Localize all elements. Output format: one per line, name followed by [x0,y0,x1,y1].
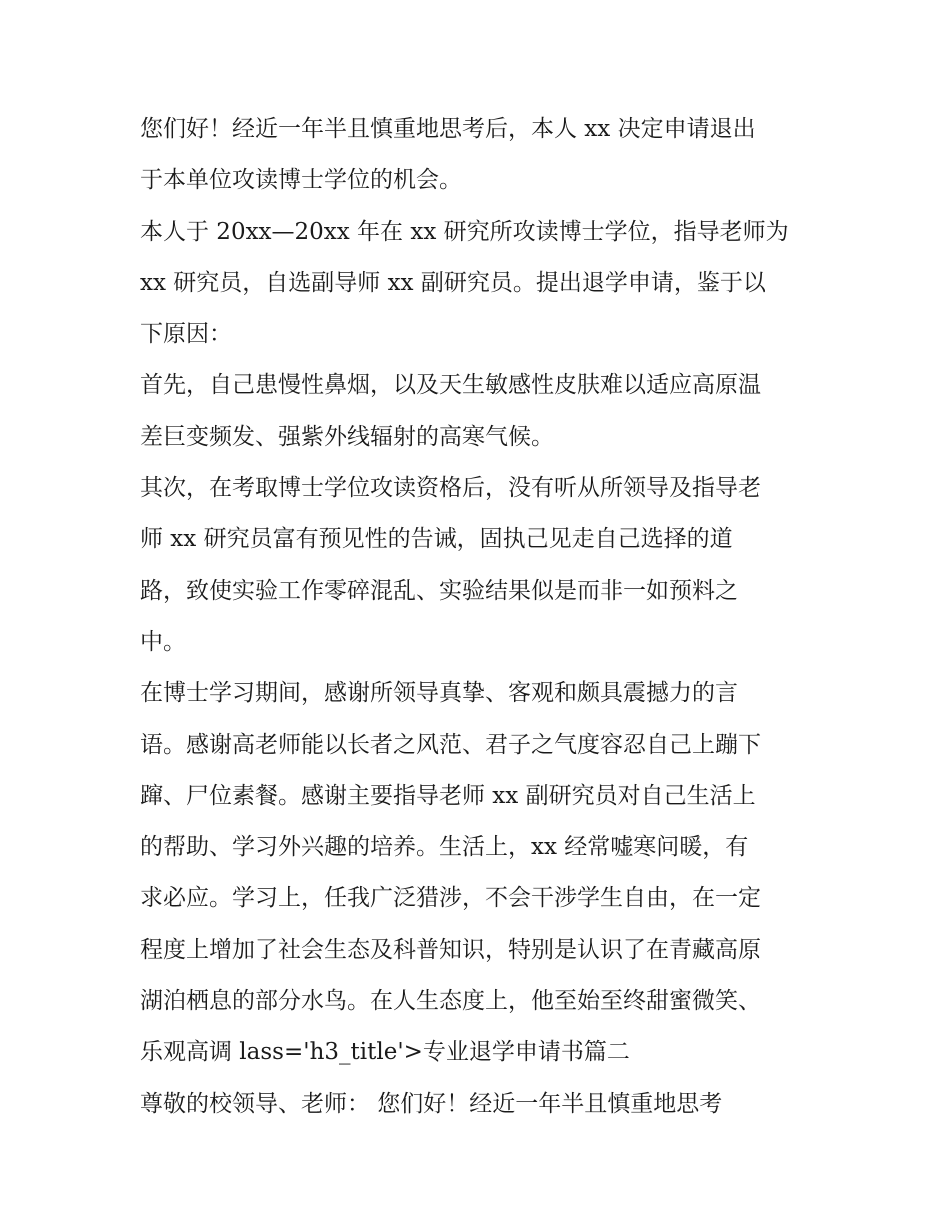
text-line: 程度上增加了社会生态及科普知识，特别是认识了在青藏高原 [140,936,761,963]
text-line: 于本单位攻读博士学位的机会。 [140,167,462,194]
text-line: 求必应。学习上，任我广泛猎涉，不会干涉学生自由，在一定 [140,885,761,912]
text-line: 语。感谢高老师能以长者之风范、君子之气度容忍自己上蹦下 [140,731,761,758]
text-line: xx 研究员，自选副导师 xx 副研究员。提出退学申请，鉴于以 [140,269,766,296]
text-line: 路，致使实验工作零碎混乱、实验结果似是而非一如预料之 [140,577,738,604]
text-line: 本人于 20xx—20xx 年在 xx 研究所攻读博士学位，指导老师为 [140,218,789,245]
text-line: 您们好！经近一年半且慎重地思考后，本人 xx 决定申请退出 [140,116,756,142]
text-line: 师 xx 研究员富有预见性的告诫，固执己见走自己选择的道 [140,526,733,553]
text-line: 差巨变频发、强紫外线辐射的高寒气候。 [140,423,554,450]
text-line: 其次，在考取博士学位攻读资格后，没有听从所领导及指导老 [140,475,761,502]
text-line: 乐观高调 lass='h3_title'>专业退学申请书篇二 [140,1039,630,1066]
text-line: 首先，自己患慢性鼻烟，以及天生敏感性皮肤难以适应高原温 [140,372,761,399]
text-line: 湖泊栖息的部分水鸟。在人生态度上，他至始至终甜蜜微笑、 [140,988,761,1015]
text-line: 的帮助、学习外兴趣的培养。生活上，xx 经常嘘寒问暖，有 [140,834,749,861]
text-line: 蹿、尸位素餐。感谢主要指导老师 xx 副研究员对自己生活上 [140,782,756,809]
text-line: 中。 [140,628,186,655]
document-body [140,104,820,1130]
text-line: 尊敬的校领导、老师： 您们好！经近一年半且慎重地思考 [140,1090,723,1117]
text-line: 在博士学习期间，感谢所领导真挚、客观和颇具震撼力的言 [140,680,738,707]
text-line: 下原因： [140,321,232,348]
